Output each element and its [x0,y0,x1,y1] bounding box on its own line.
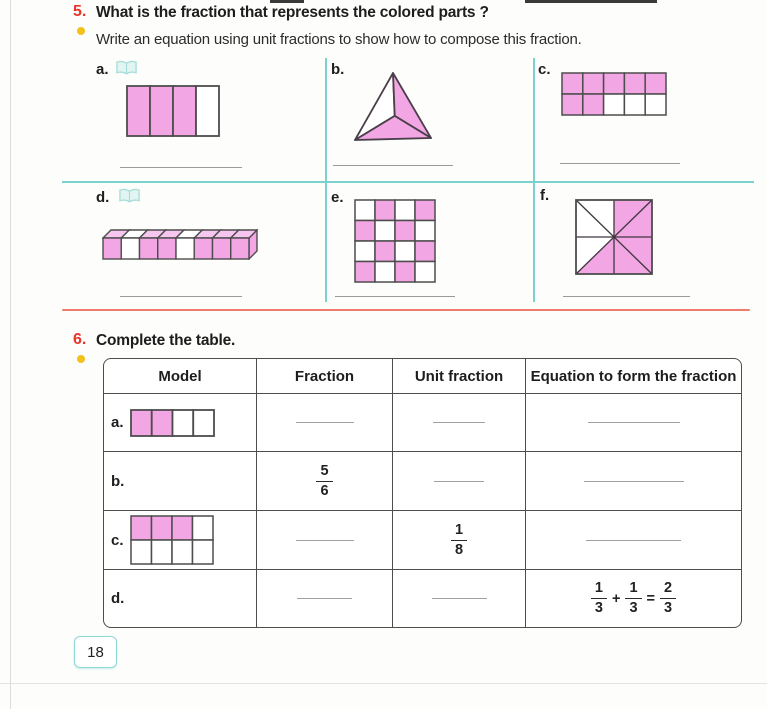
col-header-model: Model [104,359,257,394]
fraction-model-f-xsquare [575,199,653,275]
fraction-1-8: $\frac{1}{8}$ [451,522,467,558]
equals-operator: = [646,590,655,607]
row-a-label: a. [111,414,124,431]
fraction-model-b-triangle [350,70,436,144]
row-divider [62,181,754,183]
row-d-model-cell [104,570,257,627]
open-book-icon [118,188,141,204]
question6-title: Complete the table. [96,332,236,349]
col-header-equation: Equation to form the fraction [526,359,741,394]
q6-table [103,358,742,628]
equation-third-plus-third [591,580,676,616]
answer-line-f [563,296,690,297]
row-b-fraction-cell [257,452,393,511]
page-number-badge [74,636,117,668]
row-d-fraction-cell [257,570,393,627]
column-divider-1 [325,58,327,302]
page-left-margin-line [10,0,11,709]
fraction-model-e-grid [354,199,436,283]
item-a-label: a. [96,61,109,78]
answer-line-c [560,163,680,164]
question5-title: What is the fraction that represents the colored parts ? [96,4,489,21]
row-d-equation-cell [526,570,741,627]
blank-line [588,422,680,423]
blank-line [433,422,485,423]
question5-number: 5. [73,3,87,20]
answer-line-d [120,296,242,297]
fraction-2-3: $\frac{2}{3}$ [660,580,676,616]
page-bottom-line [0,683,767,684]
blank-line [586,540,681,541]
row-d-label: d. [111,590,125,607]
blank-line [584,481,684,482]
fraction-model-d-cubes [102,229,258,260]
blank-line [432,598,487,599]
row-a-fraction-cell [257,394,393,452]
page-number: 18 [87,643,104,661]
question6-bullet-dot [77,355,85,363]
column-divider-2 [533,58,535,302]
col-header-fraction: Fraction [257,359,393,394]
row-a-model-cell [104,394,257,452]
item-f-label: f. [540,187,550,204]
row-b-model-cell [104,452,257,511]
row-c-equation-cell [526,511,741,570]
fraction-model-c-grid [561,72,667,116]
item-e-label: e. [331,189,344,206]
fraction-5-6: $\frac{5}{6}$ [316,463,332,499]
item-b-label: b. [331,61,345,78]
answer-line-a [120,167,242,168]
row-b-equation-cell [526,452,741,511]
question5-bullet-dot [77,27,85,35]
row-b-unit-fraction-cell [393,452,526,511]
item-d-label: d. [96,189,110,206]
scan-artifact [525,0,657,3]
blank-line [297,598,352,599]
row-a-equation-cell [526,394,741,452]
row-a-unit-fraction-cell [393,394,526,452]
row-c-fraction-cell [257,511,393,570]
blank-line [296,540,354,541]
fraction-1-3: $\frac{1}{3}$ [625,580,641,616]
row-c-model-cell [104,511,257,570]
item-c-label: c. [538,61,551,78]
row-c-unit-fraction-cell [393,511,526,570]
blank-line [434,481,484,482]
row-d-unit-fraction-cell [393,570,526,627]
fraction-model-a-bar [126,85,220,137]
fraction-1-3: $\frac{1}{3}$ [591,580,607,616]
row-b-label: b. [111,472,125,490]
open-book-icon [115,60,138,76]
blank-line [296,422,354,423]
plus-operator: + [611,590,621,607]
answer-line-b [333,165,453,166]
question5-subtitle: Write an equation using unit fractions to show how to compose this fraction. [96,31,582,48]
row-c-model-grid [130,515,214,565]
row-a-model-bar [130,409,215,437]
col-header-unit-fraction: Unit fraction [393,359,526,394]
section-divider-red [62,309,750,311]
scan-artifact [270,0,304,3]
answer-line-e [335,296,455,297]
row-c-label: c. [111,531,124,549]
question6-number: 6. [73,331,87,348]
